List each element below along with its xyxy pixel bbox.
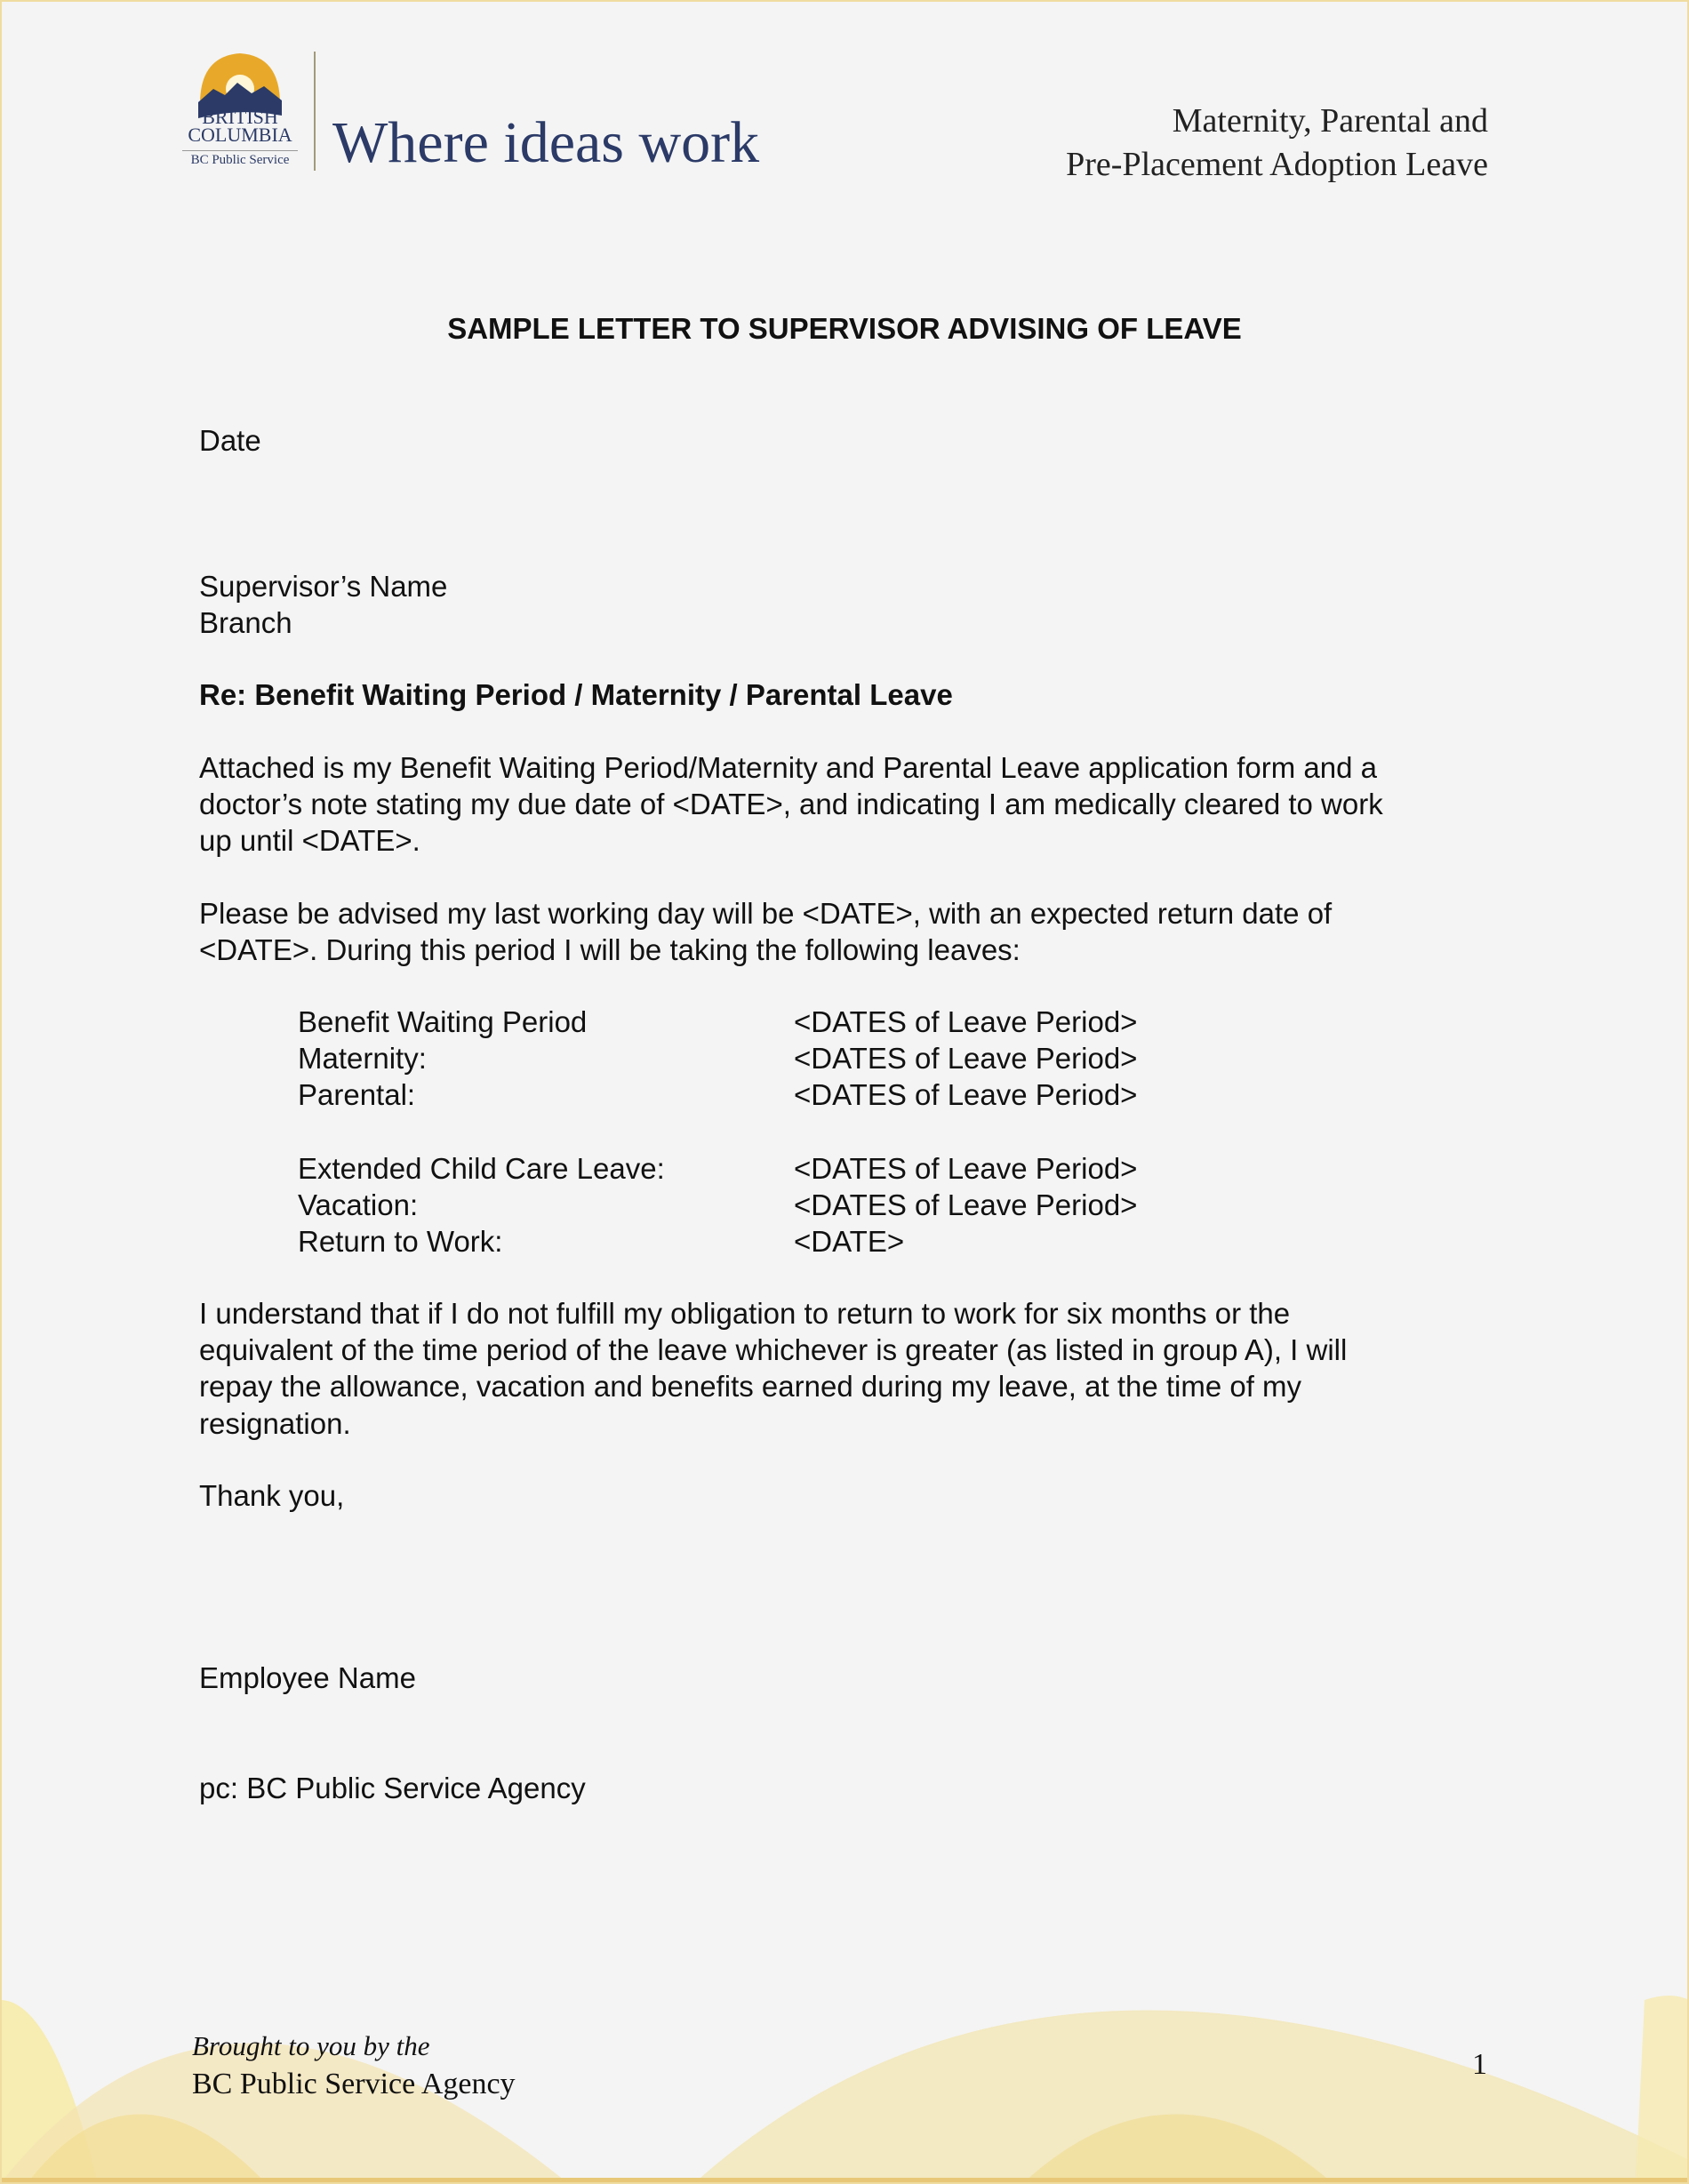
paragraph-line: Attached is my Benefit Waiting Period/Maternity and Parental Leave application form and a: [199, 751, 1377, 784]
subject-line: Re: Benefit Waiting Period / Maternity / Parental Leave: [199, 678, 953, 711]
footer-brought-by: Brought to you by the: [192, 2030, 430, 2061]
leave-row: [298, 1040, 1137, 1076]
leave-dates: <DATE>: [794, 1225, 905, 1259]
logo-province-line2: COLUMBIA: [188, 124, 292, 146]
paragraph-1: [199, 749, 1383, 860]
document-header-title: [1066, 100, 1488, 187]
leave-table-group-2: [298, 1150, 1137, 1260]
date-line: Date: [199, 424, 261, 457]
logo-province-line1: BRITISH: [202, 106, 278, 128]
recipient-name: Supervisor’s Name: [199, 570, 448, 603]
leave-row: [298, 1223, 1137, 1260]
paragraph-3: [199, 1295, 1347, 1442]
cc-line: pc: BC Public Service Agency: [199, 1772, 586, 1804]
leave-dates: <DATES of Leave Period>: [794, 1078, 1138, 1112]
logo-service: BC Public Service: [182, 150, 298, 168]
leave-dates: <DATES of Leave Period>: [794, 1152, 1138, 1185]
leave-dates: <DATES of Leave Period>: [794, 1005, 1138, 1038]
leave-label: Parental:: [298, 1078, 416, 1112]
paragraph-line: I understand that if I do not fulfill my obligation to return to work for six months or the: [199, 1297, 1291, 1330]
leave-label: Vacation:: [298, 1188, 419, 1222]
leave-label: Maternity:: [298, 1042, 427, 1076]
logo-divider: [314, 52, 316, 171]
leave-row: [298, 1004, 1137, 1040]
leave-dates: <DATES of Leave Period>: [794, 1188, 1138, 1222]
leave-table-group-1: [298, 1004, 1137, 1114]
paragraph-line: equivalent of the time period of the leave whichever is greater (as listed in group A), I will: [199, 1333, 1348, 1367]
paragraph-line: <DATE>. During this period I will be taking the following leaves:: [199, 933, 1021, 967]
bc-logo: [182, 49, 298, 178]
header-title-line2: Pre-Placement Adoption Leave: [1066, 146, 1488, 183]
leave-label: Extended Child Care Leave:: [298, 1152, 665, 1185]
paragraph-2: [199, 895, 1332, 968]
page-number: 1: [1472, 2048, 1487, 2081]
leave-label: Benefit Waiting Period: [298, 1005, 588, 1038]
footer-agency: BC Public Service Agency: [192, 2068, 516, 2100]
recipient-branch: Branch: [199, 606, 292, 639]
leave-row: [298, 1187, 1137, 1223]
leave-row: [298, 1150, 1137, 1187]
paragraph-line: Please be advised my last working day will be <DATE>, with an expected return date of: [199, 897, 1333, 930]
paragraph-line: up until <DATE>.: [199, 824, 420, 858]
closing: Thank you,: [199, 1479, 345, 1512]
paragraph-line: doctor’s note stating my due date of <DATE>, and indicating I am medically cleared to work: [199, 788, 1383, 821]
letter-title: SAMPLE LETTER TO SUPERVISOR ADVISING OF LEAVE: [447, 312, 1242, 345]
paragraph-line: resignation.: [199, 1406, 351, 1440]
signature-name: Employee Name: [199, 1661, 416, 1694]
leave-dates: <DATES of Leave Period>: [794, 1042, 1138, 1076]
leave-row: [298, 1076, 1137, 1113]
header-title-line1: Maternity, Parental and: [1172, 102, 1488, 140]
tagline: Where ideas work: [332, 110, 760, 175]
leave-label: Return to Work:: [298, 1225, 503, 1259]
paragraph-line: repay the allowance, vacation and benefits earned during my leave, at the time of my: [199, 1370, 1302, 1404]
